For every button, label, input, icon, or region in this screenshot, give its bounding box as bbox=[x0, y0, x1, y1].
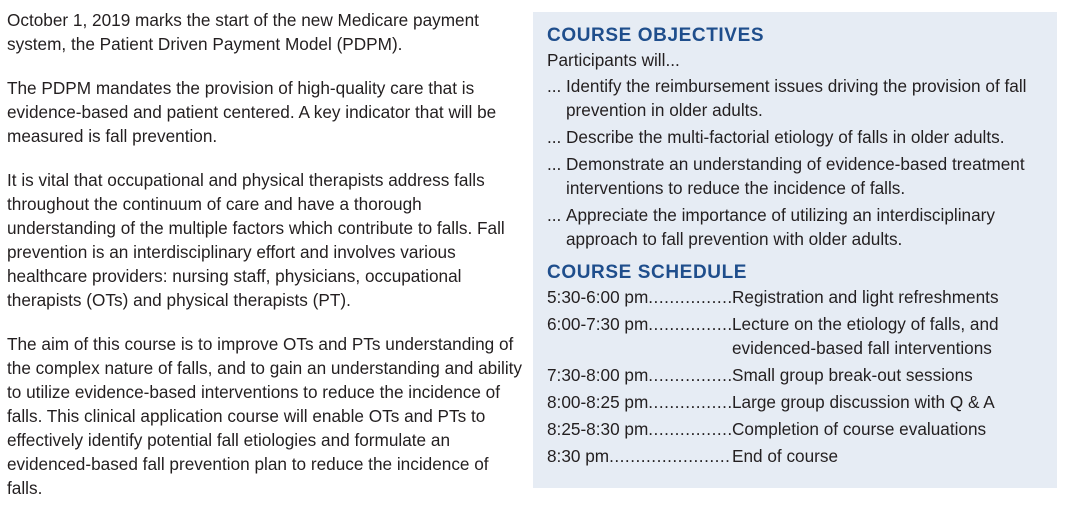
ellipsis-bullet: ... bbox=[547, 127, 562, 147]
dot-leader bbox=[648, 312, 732, 360]
ellipsis-bullet: ... bbox=[547, 154, 562, 174]
schedule-time: 8:25-8:30 pm bbox=[547, 419, 649, 439]
dot-leader bbox=[648, 285, 732, 309]
ellipsis-bullet: ... bbox=[547, 205, 562, 225]
description-paragraph: It is vital that occupational and physical therapists address falls throughout the continuum of care and have a thorough understanding of the multiple factors which contribute to falls. Fall prevention is an interdisciplinary effort and involves various healthcare providers: nursing staff, physicians, occupational therapists (OTs) and physical therapists (PT). bbox=[7, 170, 505, 310]
description-paragraph: The PDPM mandates the provision of high-quality care that is evidence-based and patient centered. A key indicator that will be measured is fall prevention. bbox=[7, 78, 497, 146]
objective-text: Describe the multi-factorial etiology of falls in older adults. bbox=[566, 127, 1005, 147]
description-paragraph: October 1, 2019 marks the start of the new Medicare payment system, the Patient Driven Payment Model (PDPM). bbox=[7, 10, 479, 54]
schedule-time-cell bbox=[547, 363, 732, 387]
schedule-desc: Completion of course evaluations bbox=[732, 419, 987, 439]
objective-item bbox=[547, 74, 1057, 122]
course-description bbox=[7, 8, 522, 520]
schedule-time: 7:30-8:00 pm bbox=[547, 365, 649, 385]
schedule-desc: Large group discussion with Q & A bbox=[732, 392, 995, 412]
schedule-desc: Lecture on the etiology of falls, and evidenced-based fall interventions bbox=[732, 314, 999, 358]
objective-item bbox=[547, 203, 1057, 251]
course-info-panel bbox=[533, 12, 1057, 488]
schedule-row bbox=[547, 390, 1057, 414]
ellipsis-bullet: ... bbox=[547, 76, 562, 96]
schedule-time: 5:30-6:00 pm bbox=[547, 287, 649, 307]
objective-text: Identify the reimbursement issues driving the provision of fall prevention in older adults. bbox=[566, 76, 1027, 120]
schedule-desc: Small group break-out sessions bbox=[732, 365, 973, 385]
objectives-heading: COURSE OBJECTIVES bbox=[547, 25, 765, 46]
schedule-row bbox=[547, 285, 1057, 309]
schedule-time-cell bbox=[547, 312, 732, 360]
schedule-time-cell bbox=[547, 285, 732, 309]
objectives-intro: Participants will... bbox=[547, 50, 680, 70]
dot-leader bbox=[648, 417, 732, 441]
objective-text: Demonstrate an understanding of evidence-based treatment interventions to reduce the incidence of falls. bbox=[566, 154, 1025, 198]
objectives-list bbox=[547, 74, 1057, 251]
schedule-time-cell bbox=[547, 390, 732, 414]
objective-item bbox=[547, 152, 1057, 200]
schedule-row bbox=[547, 312, 1057, 360]
schedule-time-cell bbox=[547, 417, 732, 441]
schedule-time: 6:00-7:30 pm bbox=[547, 314, 649, 334]
schedule-time-cell bbox=[547, 444, 732, 468]
schedule-desc: Registration and light refreshments bbox=[732, 287, 999, 307]
schedule-row bbox=[547, 417, 1057, 441]
schedule-desc: End of course bbox=[732, 446, 839, 466]
schedule-row bbox=[547, 444, 1057, 468]
schedule-heading: COURSE SCHEDULE bbox=[547, 262, 748, 283]
objective-item bbox=[547, 125, 1057, 149]
dot-leader bbox=[648, 390, 732, 414]
dot-leader bbox=[648, 363, 732, 387]
schedule-time: 8:00-8:25 pm bbox=[547, 392, 649, 412]
dot-leader bbox=[609, 444, 732, 468]
schedule-row bbox=[547, 363, 1057, 387]
schedule-list bbox=[547, 285, 1057, 468]
objective-text: Appreciate the importance of utilizing an interdisciplinary approach to fall prevention with older adults. bbox=[566, 205, 995, 249]
description-paragraph: The aim of this course is to improve OTs and PTs understanding of the complex nature of falls, and to gain an understanding and ability to utilize evidence-based interventions to reduce the incidence of falls. This clinical application course will enable OTs and PTs to effectively identify potential fall etiologies and formulate an evidenced-based fall prevention plan to reduce the incidence of falls. bbox=[7, 334, 523, 498]
schedule-time: 8:30 pm bbox=[547, 446, 610, 466]
